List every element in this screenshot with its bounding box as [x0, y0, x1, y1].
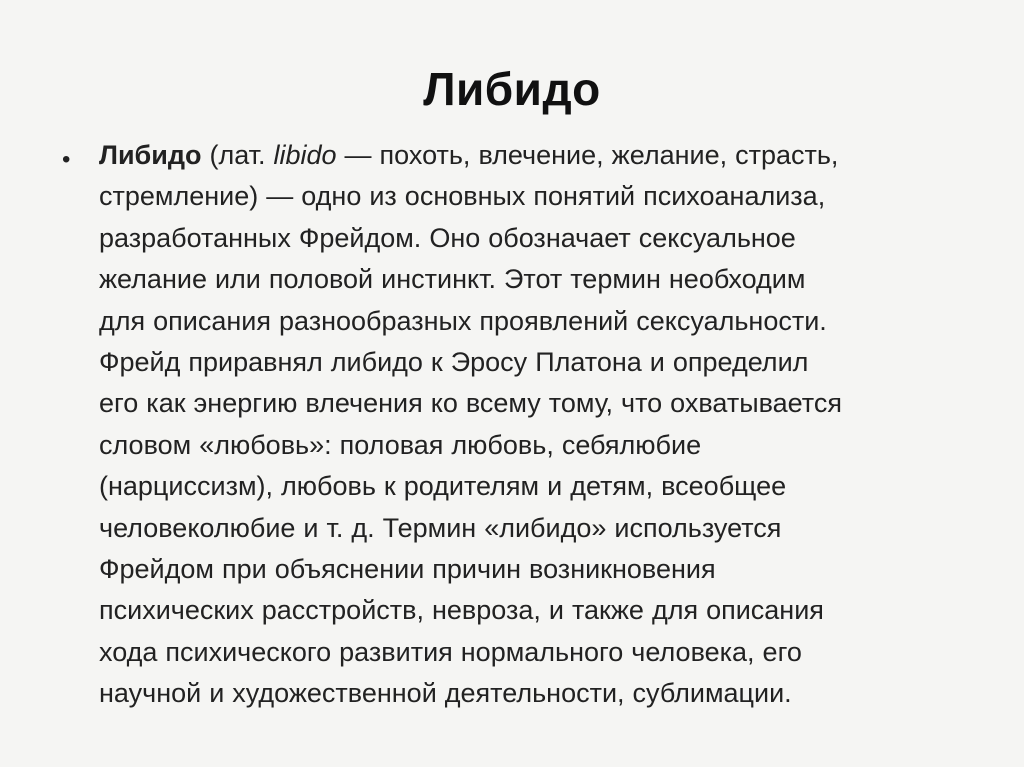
lat-prefix: (лат.: [201, 140, 274, 170]
slide-title: Либидо: [423, 63, 601, 115]
term-label: Либидо: [99, 140, 202, 170]
paragraph-line: психических расстройств, невроза, и также для описания: [99, 595, 824, 626]
paragraph-line: для описания разнообразных проявлений сексуальности.: [99, 305, 827, 336]
paragraph-line: научной и художественной деятельности, сублимации.: [99, 678, 792, 709]
paragraph-line: (нарциссизм), любовь к родителям и детям, всеобщее: [99, 471, 787, 502]
paragraph-line: стремление) — одно из основных понятий психоанализа,: [99, 181, 826, 212]
paragraph-line: человеколюбие и т. д. Термин «либидо» используется: [99, 512, 782, 543]
paragraph-line: [99, 135, 964, 176]
paragraph-line: словом «любовь»: половая любовь, себялюбие: [99, 429, 702, 460]
bullet-paragraph: [99, 135, 964, 715]
paragraph-line: Фрейд приравнял либидо к Эросу Платона и определил: [99, 347, 809, 378]
line1-rest: — похоть, влечение, желание, страсть,: [336, 140, 839, 170]
paragraph-line: Фрейдом при объяснении причин возникновения: [99, 554, 716, 585]
paragraph-line: разработанных Фрейдом. Оно обозначает сексуальное: [99, 222, 796, 253]
paragraph-line: хода психического развития нормального человека, его: [99, 636, 802, 667]
latin-word: libido: [273, 140, 337, 170]
paragraph-line: его как энергию влечения ко всему тому, что охватывается: [99, 388, 842, 419]
paragraph-line: желание или половой инстинкт. Этот термин необходим: [99, 264, 806, 295]
bullet-marker: •: [62, 146, 71, 173]
